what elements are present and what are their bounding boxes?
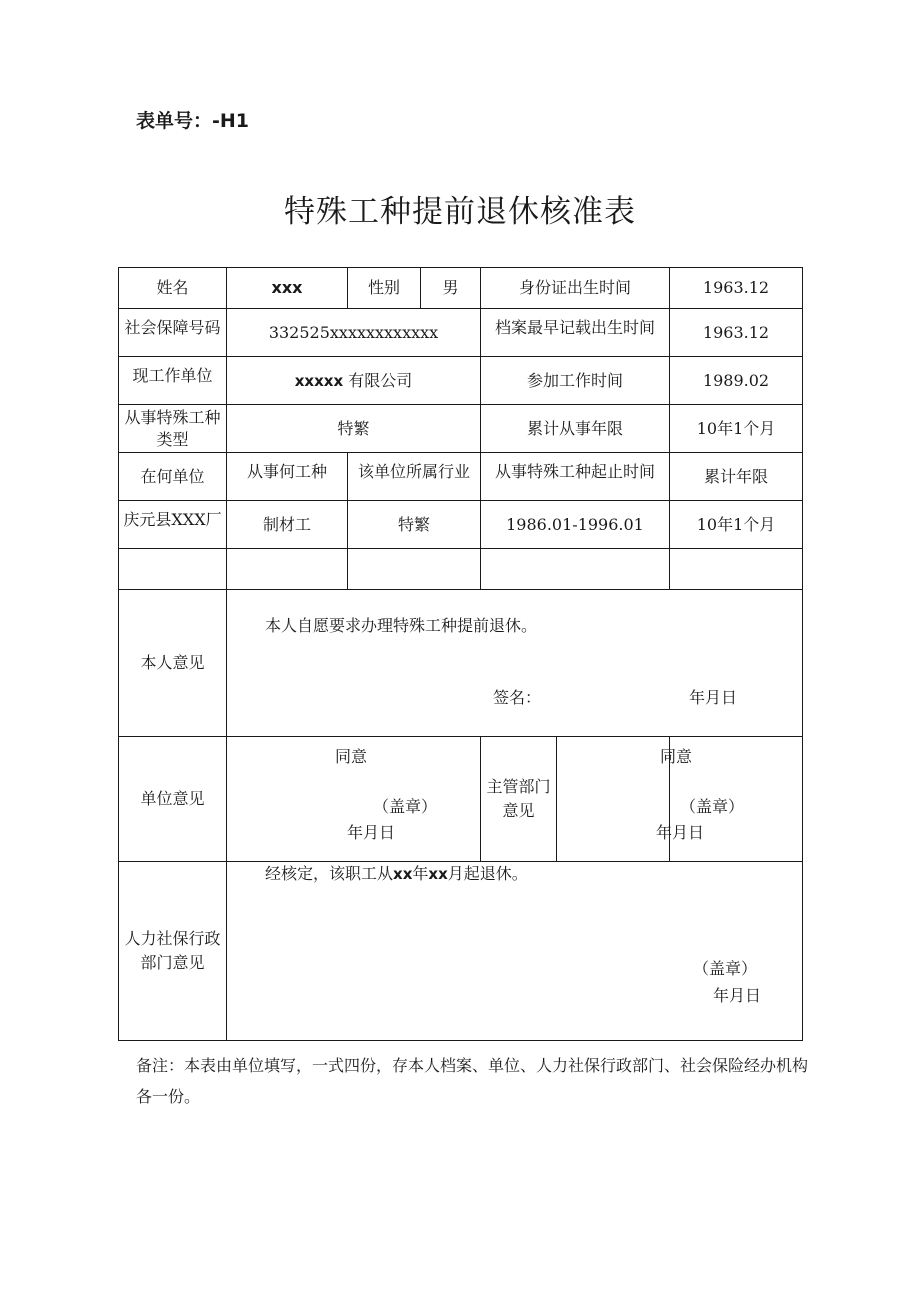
dept-opinion-cell (481, 737, 670, 862)
unit-opinion-date: 年月日 (347, 823, 396, 842)
history-unit: 庆元县XXX厂 (119, 501, 227, 549)
label-id-birth: 身份证出生时间 (481, 268, 670, 309)
self-opinion-date: 年月日 (689, 688, 738, 707)
history-period (481, 549, 670, 590)
hr-opinion-text (265, 863, 528, 885)
history-unit (119, 549, 227, 590)
row-basic-4 (119, 405, 803, 453)
history-years: 10年1个月 (670, 501, 803, 549)
row-basic-2 (119, 309, 803, 357)
unit-opinion-seal: （盖章） (373, 797, 438, 816)
label-work-start: 参加工作时间 (481, 357, 670, 405)
value-archive-birth: 1963.12 (670, 309, 803, 357)
label-current-employer: 现工作单位 (119, 357, 227, 405)
label-total-years: 累计年限 (670, 453, 803, 501)
label-which-job: 从事何工种 (227, 453, 348, 501)
remark-note: 备注：本表由单位填写，一式四份，存本人档案、单位、人力社保行政部门、社会保险经办机构各一份。 (136, 1056, 809, 1106)
label-industry: 该单位所属行业 (348, 453, 481, 501)
label-period: 从事特殊工种起止时间 (481, 453, 670, 501)
row-basic-3 (119, 357, 803, 405)
table-row (119, 501, 803, 549)
history-period: 1986.01-1996.01 (481, 501, 670, 549)
form-number: 表单号：-H1 (136, 110, 250, 132)
self-opinion-text: 本人自愿要求办理特殊工种提前退休。 (265, 616, 538, 635)
history-job: 制材工 (227, 501, 348, 549)
hr-opinion-cell (227, 862, 803, 1041)
history-years (670, 549, 803, 590)
approval-form-table (118, 267, 803, 1041)
label-unit-opinion: 单位意见 (119, 737, 227, 862)
row-basic-1 (119, 268, 803, 309)
dept-opinion-date: 年月日 (656, 823, 705, 842)
value-current-employer (227, 357, 481, 405)
value-work-start: 1989.02 (670, 357, 803, 405)
label-at-which-unit: 在何单位 (119, 453, 227, 501)
hr-text-1: 经核定，该职工从 (265, 864, 394, 883)
label-special-type: 从事特殊工种类型 (119, 405, 227, 453)
row-history-header (119, 453, 803, 501)
label-gender: 性别 (348, 268, 421, 309)
value-employer-x: xxxxx (294, 371, 344, 390)
history-industry: 特繁 (348, 501, 481, 549)
row-unit-opinion (119, 737, 803, 862)
history-industry (348, 549, 481, 590)
row-hr-opinion (119, 862, 803, 1041)
hr-text-2: 年 (412, 864, 429, 883)
value-gender: 男 (421, 268, 481, 309)
label-self-opinion: 本人意见 (119, 590, 227, 737)
dept-opinion-content (656, 737, 803, 862)
page-title: 特殊工种提前退休核准表 (284, 194, 636, 230)
label-social-security-no: 社会保障号码 (119, 309, 227, 357)
self-opinion-cell (227, 590, 803, 737)
value-special-type: 特繁 (227, 405, 481, 453)
table-row (119, 549, 803, 590)
value-employer-rest: 有限公司 (348, 370, 413, 390)
value-social-security-no: 332525xxxxxxxxxxxx (227, 309, 481, 357)
label-dept-opinion: 主管部门意见 (481, 737, 557, 861)
label-hr-opinion: 人力社保行政部门意见 (119, 862, 227, 1041)
label-name: 姓名 (119, 268, 227, 309)
hr-year-x: xx (393, 865, 413, 883)
hr-opinion-seal: （盖章） (693, 959, 758, 978)
unit-opinion-agree: 同意 (335, 747, 368, 766)
label-archive-birth: 档案最早记载出生时间 (481, 309, 670, 357)
value-cumulative-years: 10年1个月 (670, 405, 803, 453)
hr-opinion-date: 年月日 (713, 986, 762, 1005)
unit-opinion-cell (227, 737, 481, 862)
self-opinion-signature: 签名： (493, 688, 542, 707)
label-cumulative-years: 累计从事年限 (481, 405, 670, 453)
dept-opinion-seal: （盖章） (680, 797, 745, 816)
row-self-opinion (119, 590, 803, 737)
history-job (227, 549, 348, 590)
hr-month-x: xx (428, 865, 448, 883)
hr-text-3: 月起退休。 (447, 864, 528, 883)
dept-opinion-agree: 同意 (660, 747, 693, 766)
value-name: xxx (227, 268, 348, 309)
value-id-birth: 1963.12 (670, 268, 803, 309)
